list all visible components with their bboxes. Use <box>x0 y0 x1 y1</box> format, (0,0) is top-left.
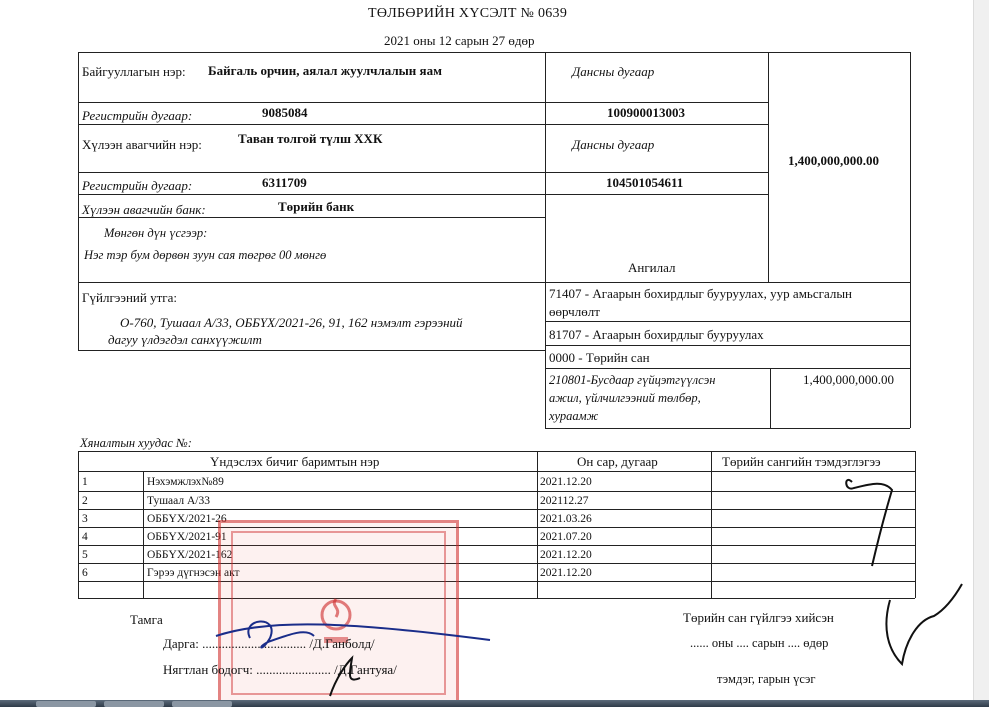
table-row-no: 2 <box>82 495 88 507</box>
purpose-label: Гүйлгээний утга: <box>82 290 177 305</box>
row-line <box>78 581 915 582</box>
classification-text: Агаарын бохирдлыг бууруулах, уур амьсгалын <box>592 286 853 301</box>
org-label: Байгууллагын нэр: <box>82 64 186 79</box>
director-label: Дарга: <box>163 636 199 651</box>
col-line <box>711 451 712 598</box>
row-line <box>545 368 910 369</box>
row-line <box>78 598 915 599</box>
treasury-mark-drawing <box>840 470 900 570</box>
classification-row-2: 81707 - Агаарын бохирдлыг бууруулах <box>549 327 764 342</box>
payer-reg-label: Регистрийн дугаар: <box>82 108 193 123</box>
table-divider-right <box>768 52 769 282</box>
table-row-name: ОББҮХ/2021-91 <box>147 531 227 543</box>
row-line <box>78 194 545 195</box>
col-line <box>78 282 79 350</box>
classification-text: Агаарын бохирдлыг бууруулах <box>592 327 764 342</box>
taskbar <box>0 700 989 707</box>
docs-header-name: Үндэслэх бичиг баримтын нэр <box>210 454 380 469</box>
expense-amount: 1,400,000,000.00 <box>803 372 894 387</box>
accountant-label: Нягтлан бодогч: <box>163 662 253 677</box>
payer-account-label: Дансны дугаар <box>572 64 655 79</box>
table-row-name: ОББҮХ/2021-26 <box>147 513 227 525</box>
org-name: Байгаль орчин, аялал жуулчлалын яам <box>208 63 442 78</box>
signature-drawing <box>210 608 500 700</box>
row-line <box>78 451 915 452</box>
row-line <box>545 194 768 195</box>
table-row-date: 202112.27 <box>540 495 589 507</box>
taskbar-button[interactable] <box>172 701 232 707</box>
expense-text: Бусдаар гүйцэтгүүлсэн <box>590 373 716 387</box>
table-row-name: Нэхэмжлэх№89 <box>147 476 224 488</box>
expense-code: 210801- <box>549 373 591 387</box>
purpose-line1: О-760, Тушаал А/33, ОББҮХ/2021-26, 91, 162 нэмэлт гэрээний <box>120 315 463 330</box>
vertical-scrollbar[interactable] <box>973 0 989 700</box>
table-row-no: 3 <box>82 513 88 525</box>
receiver-bank: Төрийн банк <box>278 199 355 214</box>
row-line <box>78 282 910 283</box>
accountant-name: /Д.Гантуяа/ <box>334 662 397 677</box>
row-line <box>78 102 768 103</box>
document-date: 2021 оны 12 сарын 27 өдөр <box>384 33 535 48</box>
table-row-no: 4 <box>82 531 88 543</box>
treasury-sign-label: тэмдэг, гарын үсэг <box>717 672 816 686</box>
classification-code: 0000 <box>549 350 575 365</box>
expense-line1 <box>549 373 715 388</box>
amount-words: Нэг тэр бум дөрвөн зуун сая төгрөг 00 мөнгө <box>84 248 327 262</box>
accountant-dots: ....................... <box>256 662 331 677</box>
receiver-name: Таван толгой түлш ХХК <box>238 131 383 146</box>
table-row-no: 5 <box>82 549 88 561</box>
receiver-reg-no: 6311709 <box>262 175 307 190</box>
classification-row-1-cont: өөрчлөлт <box>549 304 600 319</box>
row-line <box>78 350 545 351</box>
table-border-top <box>78 52 910 53</box>
control-sheet-label: Хяналтын хуудас №: <box>80 436 192 450</box>
payer-reg-no: 9085084 <box>262 105 308 120</box>
classification-code: 71407 <box>549 286 582 301</box>
table-row-date: 2021.12.20 <box>540 476 592 488</box>
docs-header-date: Он сар, дугаар <box>577 454 658 469</box>
table-row-no: 1 <box>82 476 88 488</box>
expense-line3: хураамж <box>549 409 599 423</box>
row-line <box>78 172 768 173</box>
row-line <box>78 527 915 528</box>
row-line <box>78 491 915 492</box>
table-row-date: 2021.07.20 <box>540 531 592 543</box>
row-line <box>78 509 915 510</box>
payer-account-no: 100900013003 <box>607 105 685 120</box>
row-line <box>545 428 910 429</box>
document-title: ТӨЛБӨРИЙН ХҮСЭЛТ № 0639 <box>368 6 568 21</box>
total-amount: 1,400,000,000.00 <box>788 153 879 168</box>
table-divider-mid <box>545 52 546 428</box>
row-line <box>78 545 915 546</box>
expense-line2: ажил, үйлчилгээний төлбөр, <box>549 391 701 405</box>
table-row-date: 2021.12.20 <box>540 567 592 579</box>
classification-row-3: 0000 - Төрийн сан <box>549 350 650 365</box>
table-row-name: Тушаал А/33 <box>147 495 210 507</box>
amount-words-label: Мөнгөн дүн үсгээр: <box>104 226 208 240</box>
table-border-left <box>78 52 79 282</box>
treasury-signature-drawing <box>878 580 968 670</box>
table-row-date: 2021.12.20 <box>540 549 592 561</box>
row-line <box>78 124 768 125</box>
receiver-account-no: 104501054611 <box>606 175 684 190</box>
col-line <box>915 451 916 598</box>
director-name: /Д.Ганболд/ <box>309 636 375 651</box>
table-border-right <box>910 52 911 428</box>
receiver-name-label: Хүлээн авагчийн нэр: <box>82 137 202 152</box>
row-line <box>545 345 910 346</box>
table-row-no: 6 <box>82 567 88 579</box>
classification-row-1: 71407 - Агаарын бохирдлыг бууруулах, уур амьсгалын <box>549 286 853 301</box>
docs-header-treasury: Төрийн сангийн тэмдэглэгээ <box>722 454 881 469</box>
col-line <box>78 451 79 598</box>
treasury-label: Төрийн сан гүйлгээ хийсэн <box>683 610 834 625</box>
col-line <box>770 368 771 428</box>
classification-text: Төрийн сан <box>585 350 650 365</box>
table-row-name: ОББҮХ/2021-162 <box>147 549 233 561</box>
receiver-reg-label: Регистрийн дугаар: <box>82 178 193 193</box>
taskbar-button[interactable] <box>36 701 96 707</box>
col-line <box>143 471 144 598</box>
taskbar-button[interactable] <box>104 701 164 707</box>
classification-code: 81707 <box>549 327 582 342</box>
table-row-date: 2021.03.26 <box>540 513 592 525</box>
row-line <box>78 563 915 564</box>
stamp-label: Тамга <box>130 612 163 627</box>
row-line <box>545 321 910 322</box>
director-dots: ................................ <box>202 636 307 651</box>
table-row-name: Гэрээ дүгнэсэн акт <box>147 567 240 579</box>
receiver-bank-label: Хүлээн авагчийн банк: <box>82 202 206 217</box>
col-line <box>537 451 538 598</box>
classification-label: Ангилал <box>628 260 676 275</box>
treasury-date: ...... оны .... сарын .... өдөр <box>690 636 829 650</box>
receiver-account-label: Дансны дугаар <box>572 137 655 152</box>
purpose-line2: дагуу үлдэгдэл санхүүжилт <box>108 332 262 347</box>
row-line <box>78 471 915 472</box>
